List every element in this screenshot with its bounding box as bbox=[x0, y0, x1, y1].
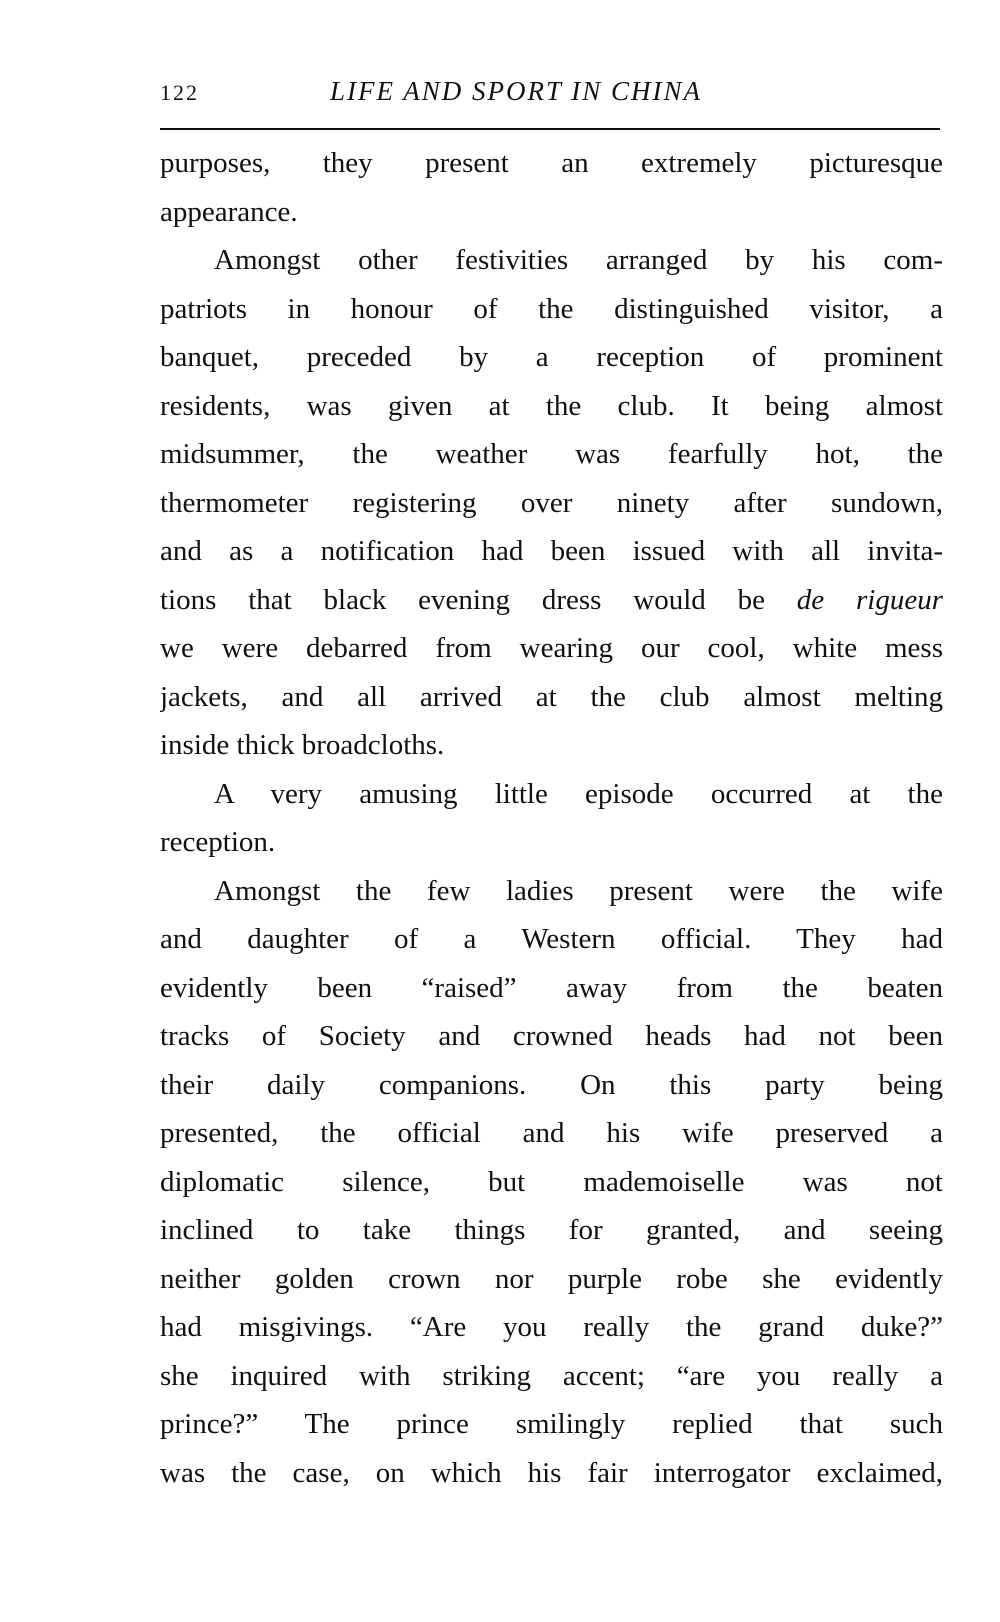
text-line: and as a notification had been issued with all invita- bbox=[160, 535, 943, 567]
text-line: banquet, preceded by a reception of prominent bbox=[160, 341, 943, 373]
header-rule bbox=[160, 128, 940, 130]
text-line: appearance. bbox=[160, 195, 298, 228]
running-title: LIFE AND SPORT IN CHINA bbox=[330, 76, 703, 106]
text-line: midsummer, the weather was fearfully hot, the bbox=[160, 438, 943, 470]
text-line: Amongst other festivities arranged by his com- bbox=[214, 244, 943, 276]
text-line: presented, the official and his wife preserved a bbox=[160, 1117, 943, 1149]
text-line: was the case, on which his fair interrogator exclaimed, bbox=[160, 1456, 943, 1489]
text-line: jackets, and all arrived at the club almost melting bbox=[160, 680, 943, 713]
text-line: Amongst the few ladies present were the wife bbox=[214, 874, 943, 907]
text-line: evidently been “raised” away from the beaten bbox=[160, 971, 943, 1004]
text-line: their daily companions. On this party being bbox=[160, 1068, 943, 1101]
text-line bbox=[160, 576, 943, 625]
text-line: diplomatic silence, but mademoiselle was not bbox=[160, 1165, 943, 1198]
body-text bbox=[160, 139, 943, 1497]
italic-phrase: de rigueur bbox=[796, 583, 943, 616]
text-line: and daughter of a Western official. They had bbox=[160, 923, 943, 955]
text-line: purposes, they present an extremely picturesque bbox=[160, 147, 943, 179]
text-line-segment: tions that black evening dress would be bbox=[160, 583, 765, 616]
running-head bbox=[160, 76, 940, 110]
text-line: we were debarred from wearing our cool, white mess bbox=[160, 632, 943, 664]
page-number: 122 bbox=[160, 80, 199, 105]
text-line: inside thick broadcloths. bbox=[160, 729, 445, 761]
text-line: residents, was given at the club. It being almost bbox=[160, 389, 943, 422]
text-line: had misgivings. “Are you really the grand duke?” bbox=[160, 1311, 943, 1343]
text-line: A very amusing little episode occurred at the bbox=[214, 777, 943, 810]
text-line: inclined to take things for granted, and seeing bbox=[160, 1214, 943, 1246]
text-line: neither golden crown nor purple robe she evidently bbox=[160, 1262, 943, 1295]
text-line: she inquired with striking accent; “are you really a bbox=[160, 1359, 943, 1392]
text-line: prince?” The prince smilingly replied that such bbox=[160, 1408, 943, 1440]
text-line: patriots in honour of the distinguished visitor, a bbox=[160, 292, 943, 325]
text-line: tracks of Society and crowned heads had not been bbox=[160, 1020, 943, 1052]
text-line: reception. bbox=[160, 826, 276, 858]
text-line: thermometer registering over ninety after sundown, bbox=[160, 486, 943, 519]
